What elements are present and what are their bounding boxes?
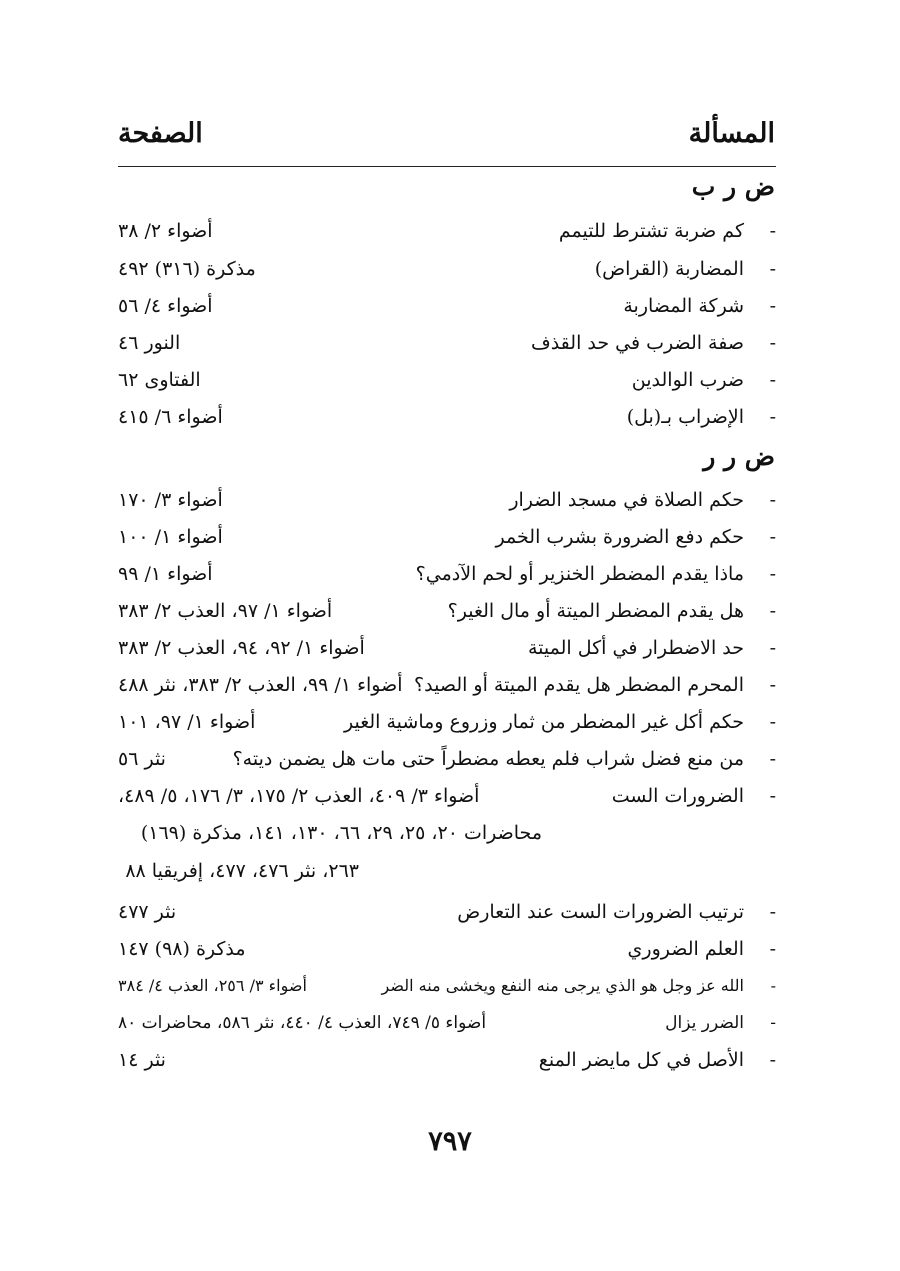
index-entry	[118, 740, 776, 778]
entry-reference: نثر ٤٧٧	[118, 901, 177, 923]
entry-topic: العلم الضروري	[627, 938, 744, 960]
index-entry	[118, 629, 776, 667]
index-entry	[118, 481, 776, 519]
entry-reference: أضواء ١/ ٩٧، العذب ٢/ ٣٨٣	[118, 600, 333, 622]
bullet-dash: -	[769, 258, 776, 280]
index-entry	[118, 250, 776, 288]
index-entry	[118, 1041, 776, 1079]
entry-reference: أضواء ١/ ٩٢، ٩٤، العذب ٢/ ٣٨٣	[118, 637, 365, 659]
index-entry	[118, 398, 776, 436]
bullet-dash: -	[769, 526, 776, 548]
index-entry	[118, 893, 776, 931]
entry-topic: المضاربة (القراض)	[594, 258, 744, 280]
entry-topic: حكم أكل غير المضطر من ثمار وزروع وماشية الغير	[343, 711, 744, 733]
header-divider	[118, 166, 776, 167]
entry-topic: من منع فضل شراب فلم يعطه مضطراً حتى مات هل يضمن ديته؟	[232, 748, 744, 770]
index-entry	[118, 287, 776, 325]
entry-topic: الإضراب بـ(بل)	[626, 406, 744, 428]
entry-reference: الفتاوى ٦٢	[118, 369, 201, 391]
entry-reference: مذكرة (٩٨) ١٤٧	[118, 938, 246, 960]
entry-topic: المحرم المضطر هل يقدم الميتة أو الصيد؟	[414, 674, 744, 696]
entry-reference: نثر ٥٦	[118, 748, 166, 770]
bullet-dash: -	[769, 938, 776, 960]
index-entry	[118, 967, 776, 1005]
bullet-dash: -	[769, 1049, 776, 1071]
index-entry	[118, 518, 776, 556]
entry-topic: الضرر يزال	[665, 1013, 744, 1033]
entry-topic: ترتيب الضرورات الست عند التعارض	[457, 901, 744, 923]
entry-topic: هل يقدم المضطر الميتة أو مال الغير؟	[447, 600, 744, 622]
column-header-issue: المسألة	[688, 118, 775, 149]
entry-reference-continuation: محاضرات ٢٠، ٢٥، ٢٩، ٦٦، ١٣٠، ١٤١، مذكرة (١٦٩)	[140, 822, 542, 844]
entry-topic: كم ضربة تشترط للتيمم	[558, 220, 744, 242]
bullet-dash: -	[769, 637, 776, 659]
entry-topic: الله عز وجل هو الذي يرجى منه النفع ويخشى منه الضر	[381, 976, 744, 995]
entry-reference: أضواء ١/ ٩٩	[118, 563, 213, 585]
bullet-dash: -	[769, 785, 776, 807]
entry-reference: أضواء ١/ ٩٧، ١٠١	[118, 711, 256, 733]
index-entry	[118, 777, 776, 815]
bullet-dash: -	[769, 295, 776, 317]
entry-reference: أضواء ١/ ٩٩، العذب ٢/ ٣٨٣، نثر ٤٨٨	[118, 674, 403, 696]
bullet-dash: -	[769, 332, 776, 354]
entry-reference: أضواء ٣/ ٢٥٦، العذب ٤/ ٣٨٤	[118, 976, 307, 995]
bullet-dash: -	[769, 563, 776, 585]
entry-reference: أضواء ٦/ ٤١٥	[118, 406, 223, 428]
entry-topic: شركة المضاربة	[623, 295, 744, 317]
page-number: ٧٩٧	[428, 1126, 472, 1157]
bullet-dash: -	[769, 369, 776, 391]
bullet-dash: -	[770, 1013, 776, 1033]
index-entry	[118, 930, 776, 968]
entry-reference: مذكرة (٣١٦) ٤٩٢	[118, 258, 256, 280]
bullet-dash: -	[770, 976, 776, 995]
entry-reference: النور ٤٦	[118, 332, 181, 354]
index-entry	[118, 703, 776, 741]
entry-reference: نثر ١٤	[118, 1049, 166, 1071]
bullet-dash: -	[769, 901, 776, 923]
entry-topic: الأصل في كل مايضر المنع	[538, 1049, 744, 1071]
bullet-dash: -	[769, 406, 776, 428]
entry-reference: أضواء ٣/ ٤٠٩، العذب ٢/ ١٧٥، ٣/ ١٧٦، ٥/ ٤٨٩،	[118, 785, 480, 807]
bullet-dash: -	[769, 674, 776, 696]
entry-topic: حد الاضطرار في أكل الميتة	[528, 637, 744, 659]
entry-reference: أضواء ٤/ ٥٦	[118, 295, 213, 317]
entry-reference-continuation: ٢٦٣، نثر ٤٧٦، ٤٧٧، إفريقيا ٨٨	[125, 860, 359, 882]
bullet-dash: -	[769, 220, 776, 242]
index-entry	[118, 361, 776, 399]
index-entry	[118, 212, 776, 250]
entry-reference: أضواء ١/ ١٠٠	[118, 526, 223, 548]
entry-topic: حكم دفع الضرورة بشرب الخمر	[495, 526, 744, 548]
section-title: ض ر ب	[691, 172, 775, 201]
entry-topic: ماذا يقدم المضطر الخنزير أو لحم الآدمي؟	[415, 563, 744, 585]
index-entry	[118, 324, 776, 362]
section-title: ض ر ر	[703, 442, 775, 471]
entry-reference: أضواء ٢/ ٣٨	[118, 220, 213, 242]
entry-reference: أضواء ٣/ ١٧٠	[118, 489, 223, 511]
bullet-dash: -	[769, 711, 776, 733]
entry-topic: حكم الصلاة في مسجد الضرار	[509, 489, 744, 511]
index-entry	[118, 666, 776, 704]
bullet-dash: -	[769, 748, 776, 770]
bullet-dash: -	[769, 489, 776, 511]
entry-topic: صفة الضرب في حد القذف	[531, 332, 744, 354]
column-header-page: الصفحة	[118, 118, 203, 149]
entry-topic: الضرورات الست	[611, 785, 744, 807]
index-entry	[118, 592, 776, 630]
index-entry	[118, 1004, 776, 1042]
entry-reference: أضواء ٥/ ٧٤٩، العذب ٤/ ٤٤٠، نثر ٥٨٦، محاضرات ٨٠	[118, 1013, 487, 1033]
entry-topic: ضرب الوالدين	[631, 369, 744, 391]
index-entry	[118, 555, 776, 593]
bullet-dash: -	[769, 600, 776, 622]
